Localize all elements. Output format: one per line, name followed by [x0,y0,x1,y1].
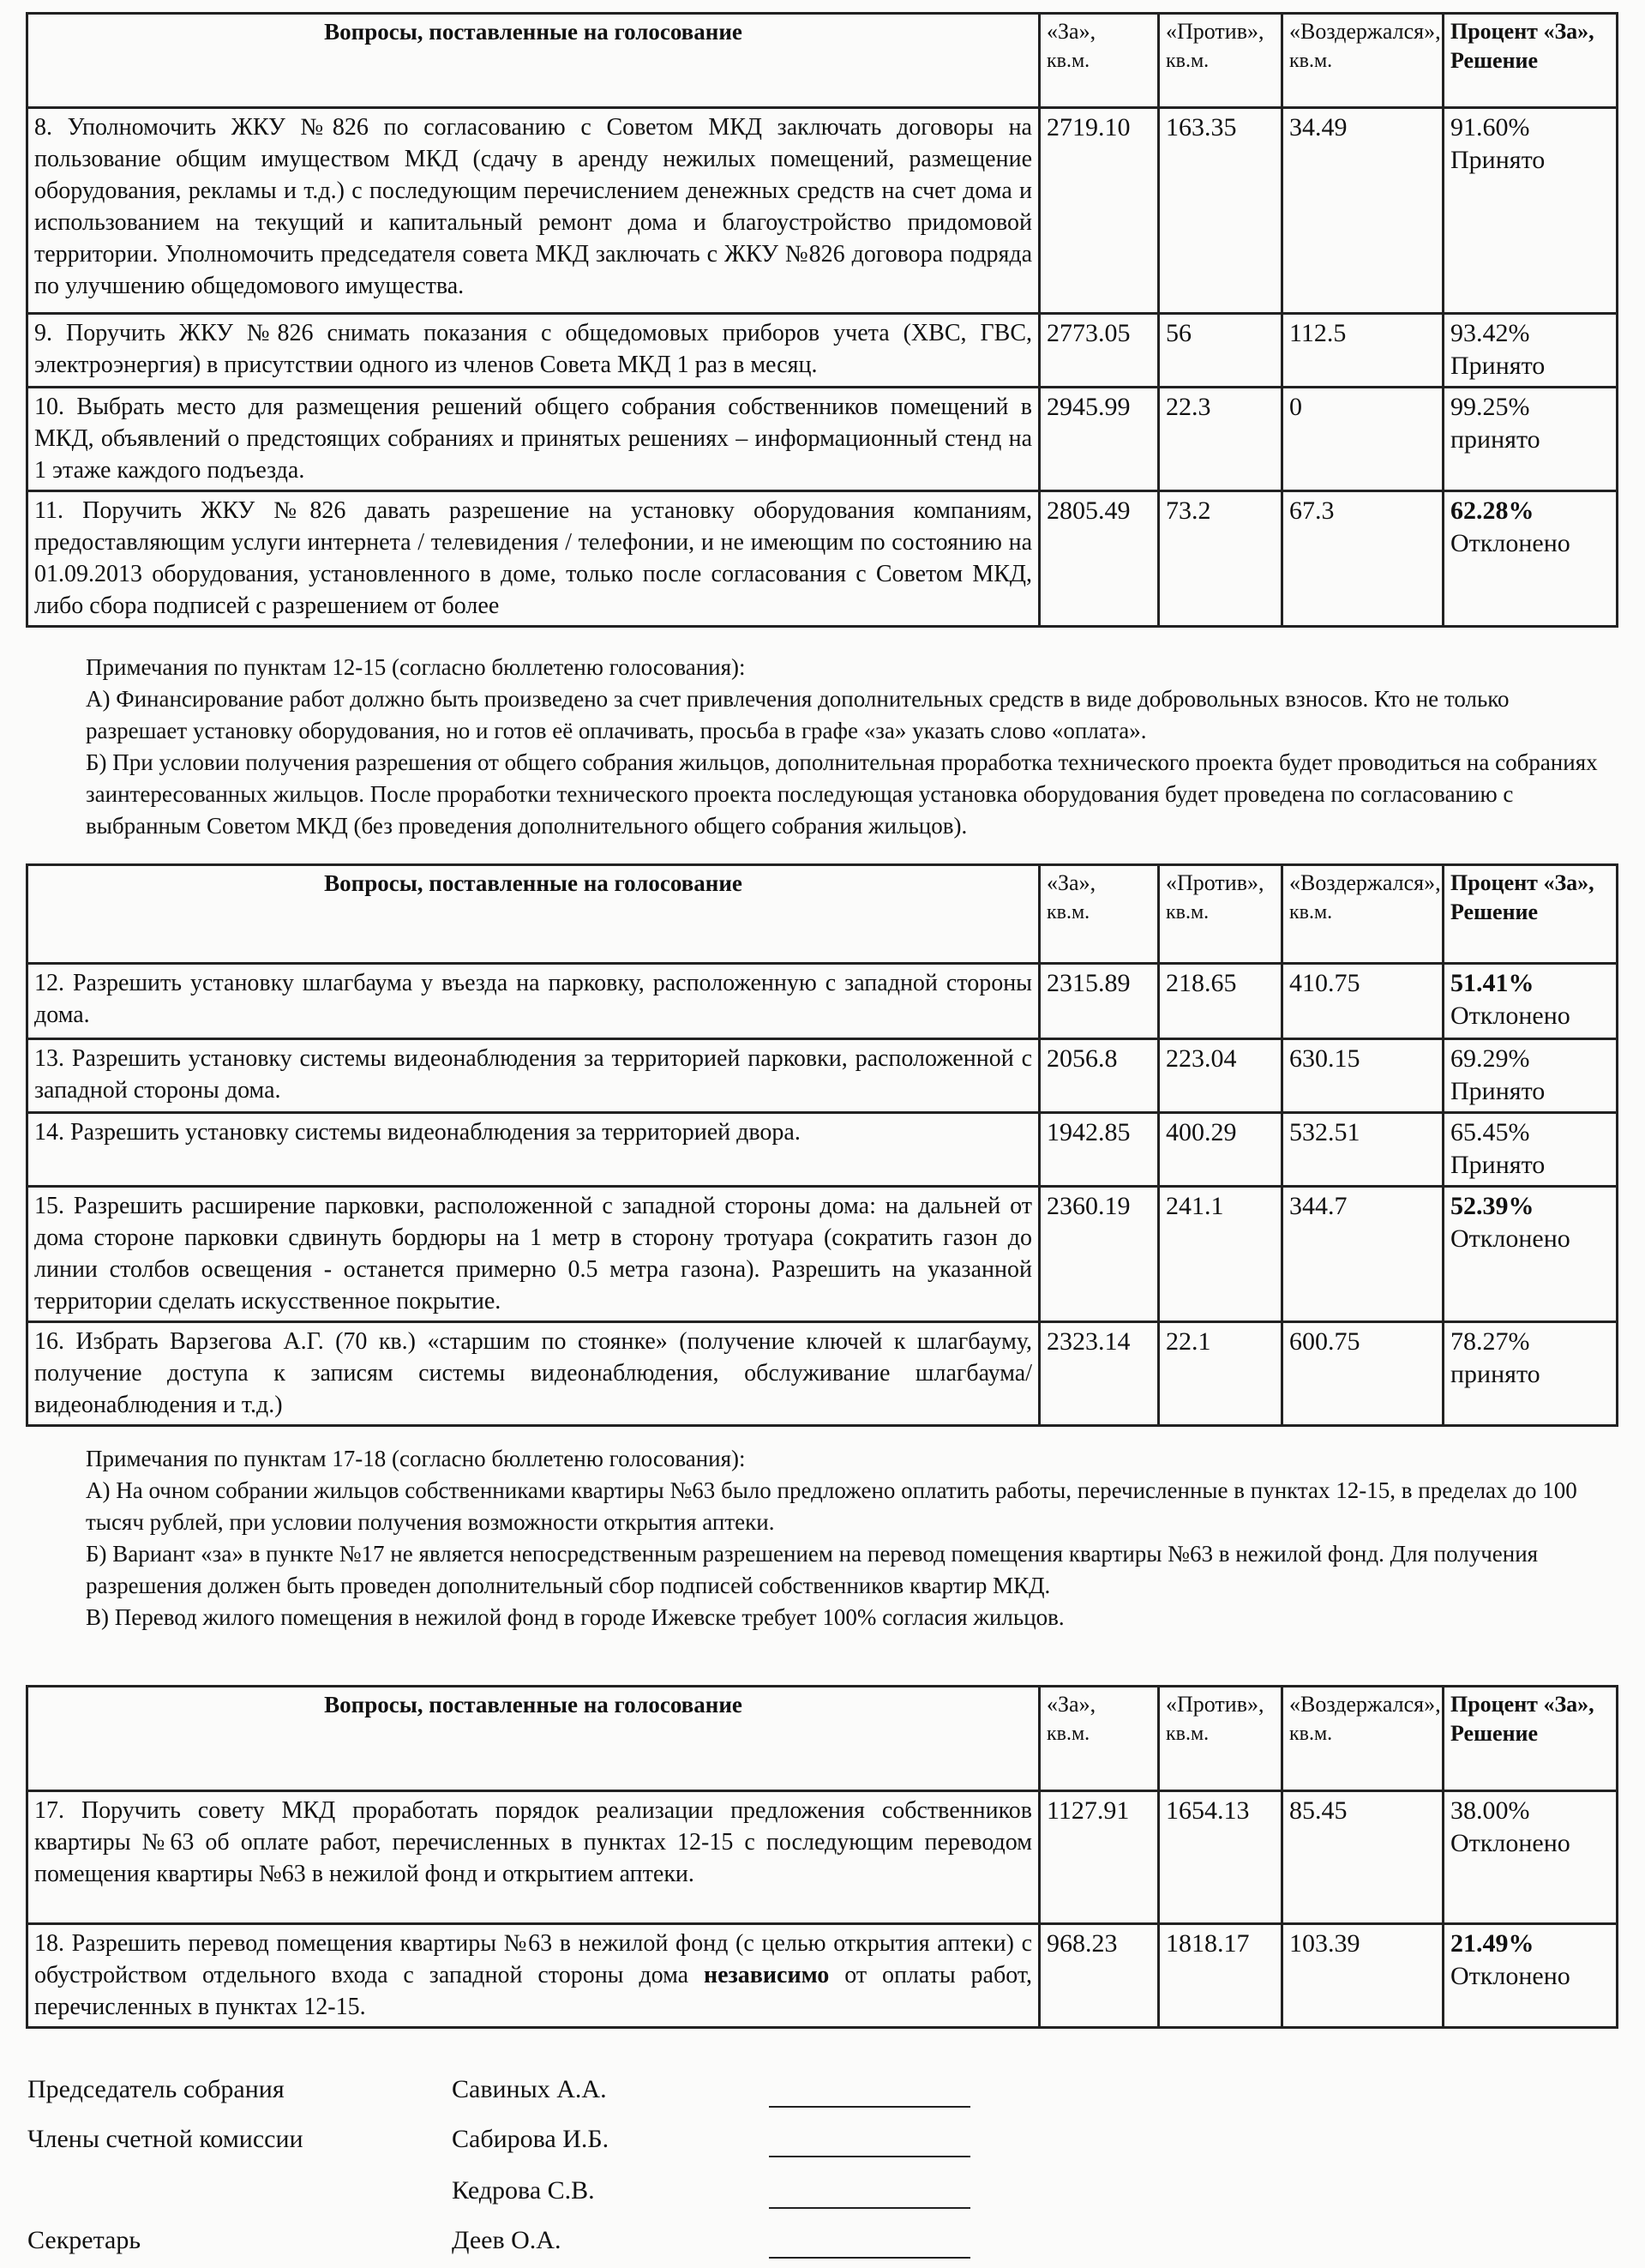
table-header-row [27,1687,1618,1791]
percent-value: 65.45% [1450,1118,1530,1146]
question-text: 9. Поручить ЖКУ №826 снимать показания с общедомовых приборов учета (ХВС, ГВС, электроэнергия) в присутствии одного из членов Совета МКД 1 раз в месяц. [27,314,1040,388]
decision-value: принято [1450,425,1540,454]
header-result: Процент «За», Решение [1444,14,1618,108]
header-for: «За», кв.м. [1040,14,1159,108]
for-value: 2315.89 [1040,964,1159,1039]
decision-value: Отклонено [1450,1224,1570,1253]
result-cell [1444,1187,1618,1322]
decision-value: Отклонено [1450,1002,1570,1030]
decision-value: Отклонено [1450,1962,1570,1990]
for-value: 2360.19 [1040,1187,1159,1322]
decision-value: Отклонено [1450,529,1570,557]
table-row [27,108,1618,314]
signature-line [769,2207,970,2209]
table-row [27,1039,1618,1113]
table-row [27,1322,1618,1426]
note-b: Б) При условии получения разрешения от общего собрания жильцов, дополнительная проработка технического проекта будет проводиться на собраниях заинтересованных жильцов. После проработки технического проекта последующая установка оборудования будет проведена по согласованию с выбранным Советом МКД (без проведения дополнительного общего собрания жильцов). [86,749,1598,839]
question-text: 11. Поручить ЖКУ №826 давать разрешение на установку оборудования компаниям, предоставляющим услуги интернета / телевидения / телефонии, и не имеющим по состоянию на 01.09.2013 оборудования, установленного в доме, только после согласования с Советом МКД, либо сбора подписей с разрешением от более [27,491,1040,627]
notes-items-12-15 [86,652,1612,842]
question-text: 15. Разрешить расширение парковки, расположенной с западной стороны дома: на дальней от дома стороне парковки сдвинуть бордюры на 1 метр в сторону тротуара (сократить газон до линии столбов освещения - останется примерно 0.5 метра газона). Разрешить на указанной территории сделать искусственное покрытие. [27,1187,1040,1322]
percent-value: 99.25% [1450,393,1530,421]
decision-value: принято [1450,1360,1540,1388]
decision-value: Принято [1450,352,1546,380]
decision-value: Принято [1450,1151,1546,1179]
question-text: 16. Избрать Варзегова А.Г. (70 кв.) «старшим по стоянке» (получение ключей к шлагбауму, получение доступа к записям системы видеонаблюдения, обслуживание шлагбаума/видеонаблюдения и т.д.) [27,1322,1040,1426]
table-row [27,1791,1618,1924]
note-c: В) Перевод жилого помещения в нежилой фонд в городе Ижевске требует 100% согласия жильцов. [86,1604,1065,1630]
header-abstain: «Воздержался», кв.м. [1282,1687,1444,1791]
result-cell [1444,964,1618,1039]
percent-value: 93.42% [1450,319,1530,347]
header-for: «За», кв.м. [1040,865,1159,964]
against-value: 1654.13 [1159,1791,1282,1924]
result-cell [1444,1791,1618,1924]
for-value: 2056.8 [1040,1039,1159,1113]
note-a: А) Финансирование работ должно быть произведено за счет привлечения дополнительных средств в виде добровольных взносов. Кто не только разрешает установку оборудования, но и готов её оплачивать, просьба в графе «за» указать слово «оплата». [86,686,1510,743]
notes-heading: Примечания по пунктам 12-15 (согласно бюллетеню голосования): [86,654,746,680]
result-cell [1444,1924,1618,2028]
signature-name: Сабирова И.Б. [452,2125,609,2153]
header-against: «Против», кв.м. [1159,1687,1282,1791]
header-abstain: «Воздержался», кв.м. [1282,865,1444,964]
notes-heading: Примечания по пунктам 17-18 (согласно бюллетеню голосования): [86,1446,746,1471]
against-value: 56 [1159,314,1282,388]
abstain-value: 532.51 [1282,1113,1444,1187]
against-value: 22.1 [1159,1322,1282,1426]
result-cell [1444,314,1618,388]
header-result: Процент «За», Решение [1444,865,1618,964]
for-value: 968.23 [1040,1924,1159,2028]
table-row [27,491,1618,627]
table-row [27,964,1618,1039]
against-value: 1818.17 [1159,1924,1282,2028]
for-value: 1127.91 [1040,1791,1159,1924]
signature-name: Деев О.А. [452,2226,561,2254]
result-cell [1444,108,1618,314]
percent-value: 21.49% [1450,1929,1534,1958]
result-cell [1444,1039,1618,1113]
question-text: 8. Уполномочить ЖКУ №826 по согласованию с Советом МКД заключать договоры на пользование общим имуществом МКД (сдачу в аренду нежилых помещений, размещение оборудования, рекламы и т.д.) с последующим перечислением денежных средств на счет дома и использованием на текущий и капитальный ремонт дома и благоустройство придомовой территории. Уполномочить председателя совета МКД заключать с ЖКУ №826 договора подряда по улучшению общедомового имущества. [27,108,1040,314]
against-value: 22.3 [1159,388,1282,491]
decision-value: Принято [1450,146,1546,174]
percent-value: 91.60% [1450,113,1530,141]
signature-line [769,2106,970,2108]
table-row [27,388,1618,491]
abstain-value: 630.15 [1282,1039,1444,1113]
abstain-value: 67.3 [1282,491,1444,627]
percent-value: 69.29% [1450,1044,1530,1073]
note-b: Б) Вариант «за» в пункте №17 не является непосредственным разрешением на перевод помещения квартиры №63 в нежилой фонд. Для получения разрешения должен быть проведен дополнительный сбор подписей собственников квартир МКД. [86,1541,1539,1598]
signature-role: Председатель собрания [27,2075,285,2103]
result-cell [1444,1322,1618,1426]
against-value: 73.2 [1159,491,1282,627]
signature-role: Члены счетной комиссии [27,2125,303,2153]
for-value: 2805.49 [1040,491,1159,627]
header-question: Вопросы, поставленные на голосование [27,14,1040,108]
result-cell [1444,1113,1618,1187]
question-text: 10. Выбрать место для размещения решений общего собрания собственников помещений в МКД, объявлений о предстоящих собраниях и принятых решениях – информационный стенд на 1 этаже каждого подъезда. [27,388,1040,491]
against-value: 218.65 [1159,964,1282,1039]
question-text: 14. Разрешить установку системы видеонаблюдения за территорией двора. [27,1113,1040,1187]
result-cell [1444,491,1618,627]
for-value: 2945.99 [1040,388,1159,491]
for-value: 2719.10 [1040,108,1159,314]
decision-value: Принято [1450,1077,1546,1105]
percent-value: 38.00% [1450,1796,1530,1825]
header-question: Вопросы, поставленные на голосование [27,1687,1040,1791]
table-row [27,1113,1618,1187]
table-row [27,1924,1618,2028]
for-value: 2323.14 [1040,1322,1159,1426]
for-value: 1942.85 [1040,1113,1159,1187]
table-header-row [27,865,1618,964]
header-for: «За», кв.м. [1040,1687,1159,1791]
question-text: 12. Разрешить установку шлагбаума у въезда на парковку, расположенную с западной стороны дома. [27,964,1040,1039]
abstain-value: 85.45 [1282,1791,1444,1924]
signature-name: Кедрова С.В. [452,2176,595,2205]
header-question: Вопросы, поставленные на голосование [27,865,1040,964]
header-abstain: «Воздержался», кв.м. [1282,14,1444,108]
signature-line [769,2257,970,2259]
table-row [27,1187,1618,1322]
against-value: 400.29 [1159,1113,1282,1187]
vote-table-2 [26,863,1618,1427]
abstain-value: 600.75 [1282,1322,1444,1426]
abstain-value: 34.49 [1282,108,1444,314]
abstain-value: 344.7 [1282,1187,1444,1322]
percent-value: 62.28% [1450,496,1534,525]
question-text: 18. Разрешить перевод помещения квартиры №63 в нежилой фонд (с целью открытия аптеки) с обустройством отдельного входа с западной стороны дома независимо от оплаты работ, перечисленных в пунктах 12-15. [27,1924,1040,2028]
against-value: 223.04 [1159,1039,1282,1113]
table-row [27,314,1618,388]
question-text: 17. Поручить совету МКД проработать порядок реализации предложения собственников квартиры №63 об оплате работ, перечисленных в пунктах 12-15 с последующим переводом помещения квартиры №63 в нежилой фонд и открытием аптеки. [27,1791,1040,1924]
header-against: «Против», кв.м. [1159,14,1282,108]
decision-value: Отклонено [1450,1829,1570,1857]
against-value: 241.1 [1159,1187,1282,1322]
question-text: 13. Разрешить установку системы видеонаблюдения за территорией парковки, расположенной с западной стороны дома. [27,1039,1040,1113]
percent-value: 78.27% [1450,1327,1530,1356]
for-value: 2773.05 [1040,314,1159,388]
abstain-value: 0 [1282,388,1444,491]
against-value: 163.35 [1159,108,1282,314]
result-cell [1444,388,1618,491]
signature-name: Савиных А.А. [452,2075,607,2103]
header-result: Процент «За», Решение [1444,1687,1618,1791]
abstain-value: 103.39 [1282,1924,1444,2028]
vote-table-3 [26,1685,1618,2029]
signature-line [769,2156,970,2157]
header-against: «Против», кв.м. [1159,865,1282,964]
signature-role: Секретарь [27,2226,141,2254]
table-header-row [27,14,1618,108]
percent-value: 51.41% [1450,969,1534,997]
percent-value: 52.39% [1450,1192,1534,1220]
note-a: А) На очном собрании жильцов собственниками квартиры №63 было предложено оплатить работы, перечисленные в пунктах 12-15, в пределах до 100 тысяч рублей, при условии получения возможности открытия аптеки. [86,1477,1577,1535]
notes-items-17-18 [86,1443,1612,1633]
abstain-value: 410.75 [1282,964,1444,1039]
abstain-value: 112.5 [1282,314,1444,388]
vote-table-1 [26,12,1618,628]
